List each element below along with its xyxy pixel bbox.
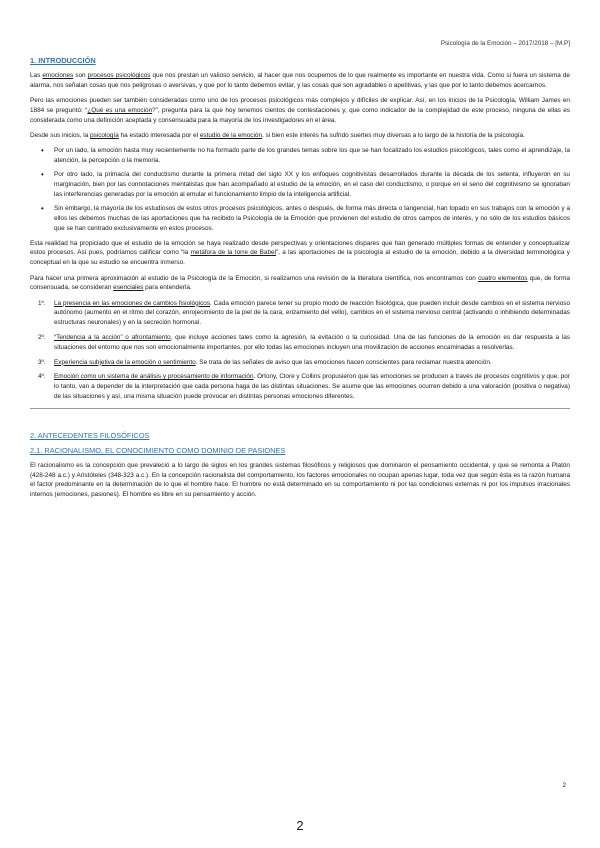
subsection-heading-racionalismo: 2.1. RACIONALISMO, EL CONOCIMIENTO COMO DOMINIO DE PASIONES	[30, 445, 286, 455]
paragraph-4: Esta realidad ha propiciado que el estudio de la emoción se haya realizado desde perspectivas y orientaciones dispares que han generado múltiples formas de entender y conceptualizar estos procesos. Así pues, podríamos calificar como “la metáfora de la torre de Babel”, a las aportaciones de la psicología al estudio de la emoción, debido a la diversidad terminológica y conceptual en la que su estudio se encuentra inmerso.	[30, 239, 570, 267]
paragraph-5: Para hacer una primera aproximación al estudio de la Psicología de la Emoción, si realizamos una revisión de la literatura científica, nos encontramos con cuatro elementos que, de forma consensuada, se consideran esenciales para entenderla.	[30, 274, 570, 292]
term-emociones: emociones	[42, 72, 74, 79]
list-item: • Sin embargo, la mayoría de los estudiosos de estos otros procesos psicológicos, antes o después, de forma más directa o tangencial, han topado en sus trabajos con la emoción y a ellos les debemos muchas de las aportaciones que ha recibido la Psicología de la Emoción que provienen del estudio de otros campos de interés, y no sólo de los estudios básicos que se han centrado exclusivamente en estos procesos.	[54, 204, 570, 233]
list-item: 4º. Emoción como un sistema de análisis y procesamiento de información. Ortony, Clore y Collins propusieron que las emociones se producen a través de procesos cognitivos y que, por lo tanto, van a depender de la interpretación que cada persona haga de las distintas situaciones. Se asume que las emociones ocurren debido a una valoración (positiva o negativa) de las situaciones y así, una misma situación puede provocar en distintas personas emociones diferentes.	[38, 373, 570, 401]
term-cuatro-elementos: cuatro elementos	[478, 274, 528, 282]
section-heading-antecedentes: 2. ANTECEDENTES FILOSÓFICOS	[30, 430, 150, 440]
list-item: 2º. “Tendencia a la acción” o afrontamiento, que incluye acciones tales como la agresión, la evitación o la curiosidad. Una de las funciones de la emoción es dar respuesta a las situaciones del entorno que nos son emocionalmente importantes, por ello todas las emociones incluyen una movilización de acciones encaminadas a resolverlas.	[38, 334, 570, 351]
term-procesos-psicologicos: procesos psicológicos	[87, 72, 151, 79]
list-item: 3º. Experiencia subjetiva de la emoción o sentimiento. Se trata de las señales de aviso que las emociones hacen conscientes para reclamar nuestra atención.	[38, 358, 492, 366]
term-que-es-una-emocion: ¿Qué es una emoción	[87, 106, 153, 114]
term-estudio-emocion: estudio de la emoción	[199, 131, 262, 139]
list-item: • Por otro lado, la primacía del conductismo durante la primera mitad del siglo XX y los enfoques cognitivistas desarrollados durante la década de los setenta, influyeron en su marginación, bien por las connotaciones mentalistas que han acompañado al estudio de la emoción, en el caso del conductismo, o porque en el seno del cognitivismo se ignoraban las interferencias generadas por la emoción al emular el funcionamiento limpio de la inteligencia artificial.	[54, 170, 570, 199]
term-metafora-babel: metáfora de la torre de Babel	[190, 249, 277, 257]
paragraph-racionalismo: El racionalismo es la concepción que prevaleció a lo largo de siglos en los grandes sistemas filosóficos y religiosos que dominaron el pensamiento occidental, y que se remonta a Platón (428-248 a.c.) y Aristóteles (348-323 a.c.). En la concepción racionalista del comportamiento, los factores emocionales no ocupan apenas lugar, toda vez que según ésta es la razón humana el factor predominante en la determinación de lo que el hombre hace. El hombre no está determinado en su comportamiento ni por las condiciones externas ni por los impulsos irracionales internos (emociones, pasiones). El hombre es libre en su pensamiento y acción.	[30, 461, 570, 499]
paragraph-2: Pero las emociones pueden ser también consideradas como uno de los procesos psicológicos más complejos y difíciles de explicar. Así, en los inicios de la Psicología, William James en 1884 se preguntó: “¿Qué es una emoción?”, pregunta para la que hoy tenemos cientos de contestaciones y, que como indicador de la complejidad de este proceso, ninguna de ellas es considerada como una definición aceptada y consensuada para la mayoría de los investigadores en el área.	[30, 97, 570, 124]
document-body	[30, 56, 570, 506]
paragraph-1: Las emociones son procesos psicológicos que nos prestan un valioso servicio, al hacer que nos ocupemos de lo que realmente es importante en nuestra vida. Como si fuera un sistema de alarma, nos señalan cosas que nos peligrosas o aversivas, y que por lo tanto debemos evitar, y las cosas que son agradables o apetitivas, y las que por lo tanto debemos acercarnos.	[30, 72, 570, 89]
term-psicologia: psicología	[90, 131, 119, 139]
page-number-footer: 2	[562, 782, 566, 789]
paragraph-3: Desde sus inicios, la psicología ha estado interesada por el estudio de la emoción, si bien este interés ha sufrido suertes muy diversas a lo largo de la historia de la psicología.	[30, 131, 525, 139]
section-heading-introduccion: 1. INTRODUCCIÓN	[30, 56, 96, 65]
running-header: Psicología de la Emoción – 2017/2018 – [M.P]	[440, 40, 570, 47]
list-item: 1º. La presencia en las emociones de cambios fisiológicos. Cada emoción parece tener su propio modo de reacción fisiológica, que pueden incluir desde cambios en el sistema nervioso autónomo (aumento en el ritmo del corazón, enrojecimiento de la piel de la cara, erizamiento del vello), cambios en el sistema nervioso central (activando o inhibiendo determinadas estructuras neuronales) y en la secreción hormonal.	[38, 299, 571, 327]
section-divider	[30, 408, 570, 409]
term-esenciales: esenciales	[113, 284, 144, 292]
page-number-large: 2	[296, 818, 304, 833]
document-page	[30, 0, 570, 848]
numbered-list	[30, 299, 570, 402]
list-item: • Por un lado, la emoción hasta muy recientemente no ha formado parte de los grandes temas sobre los que se han focalizado los estudios psicológicos, tales como el aprendizaje, la atención, la percepción o la memoria.	[54, 146, 570, 166]
bullet-list	[30, 146, 570, 233]
